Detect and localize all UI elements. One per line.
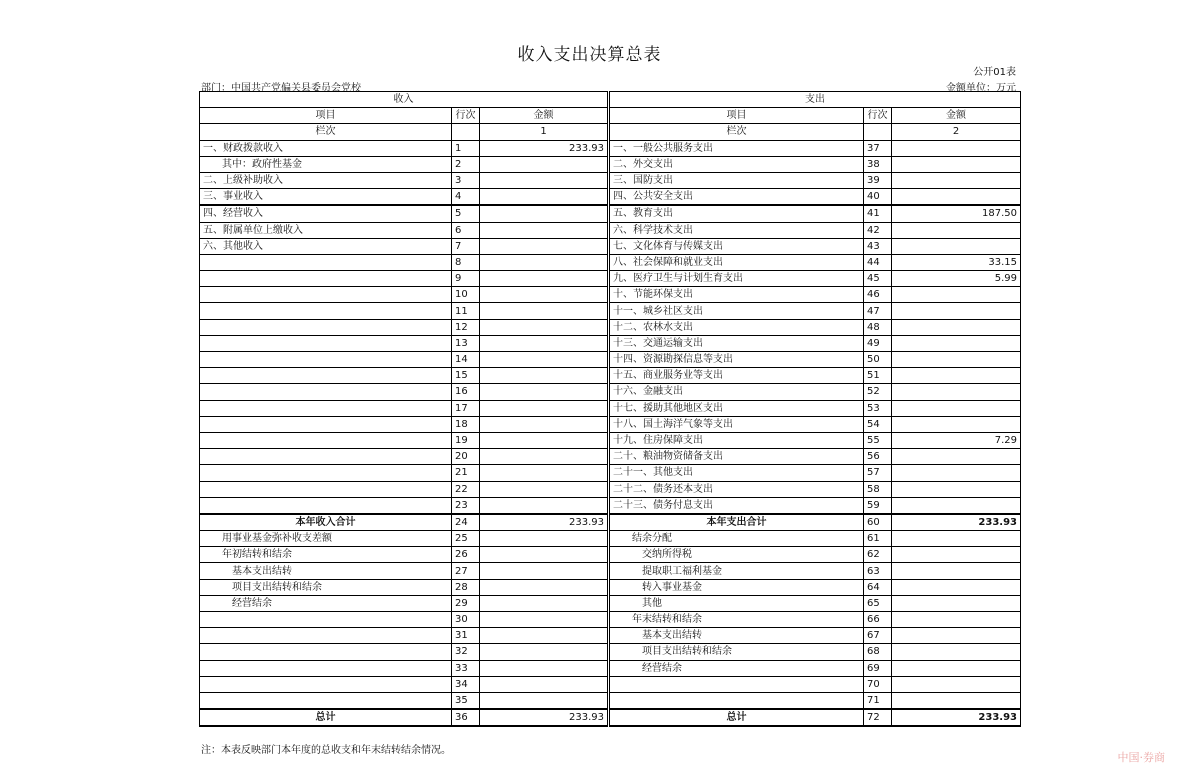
expense-amount-cell bbox=[892, 238, 1021, 254]
income-line-cell: 36 bbox=[452, 709, 480, 726]
income-item-cell bbox=[200, 692, 452, 709]
expense-amount-cell bbox=[892, 660, 1021, 676]
income-amount-cell bbox=[480, 172, 608, 188]
income-amount-cell bbox=[480, 335, 608, 351]
expense-item-cell: 二、外交支出 bbox=[610, 156, 864, 172]
income-item-cell: 二、上级补助收入 bbox=[200, 172, 452, 188]
table-row bbox=[200, 271, 1021, 287]
income-line-cell: 35 bbox=[452, 692, 480, 709]
table-row bbox=[200, 238, 1021, 254]
table-row bbox=[200, 352, 1021, 368]
expense-item-cell: 九、医疗卫生与计划生育支出 bbox=[610, 271, 864, 287]
expense-item-cell: 十八、国土海洋气象等支出 bbox=[610, 416, 864, 432]
expense-line-cell: 51 bbox=[864, 368, 892, 384]
expense-line-cell: 69 bbox=[864, 660, 892, 676]
income-amount-cell bbox=[480, 595, 608, 611]
expense-amount-header: 金额 bbox=[892, 108, 1021, 124]
income-amount-header: 金额 bbox=[480, 108, 608, 124]
expense-item-cell: 十二、农林水支出 bbox=[610, 319, 864, 335]
income-item-cell bbox=[200, 481, 452, 497]
table-row bbox=[200, 287, 1021, 303]
expense-line-cell: 59 bbox=[864, 497, 892, 514]
table-row bbox=[200, 432, 1021, 448]
expense-item-cell: 十四、资源勘探信息等支出 bbox=[610, 352, 864, 368]
expense-item-cell: 十一、城乡社区支出 bbox=[610, 303, 864, 319]
expense-item-cell: 十、节能环保支出 bbox=[610, 287, 864, 303]
income-item-cell bbox=[200, 660, 452, 676]
table-row bbox=[200, 465, 1021, 481]
expense-item-cell: 十七、援助其他地区支出 bbox=[610, 400, 864, 416]
expense-amount-cell bbox=[892, 189, 1021, 206]
watermark-logo: 中国·券商 bbox=[1117, 751, 1165, 764]
expense-column-no: 2 bbox=[892, 124, 1021, 140]
expense-item-cell: 提取职工福利基金 bbox=[610, 563, 864, 579]
table-row bbox=[200, 416, 1021, 432]
expense-line-cell: 48 bbox=[864, 319, 892, 335]
income-line-cell: 10 bbox=[452, 287, 480, 303]
expense-line-blank bbox=[864, 124, 892, 140]
income-line-cell: 22 bbox=[452, 481, 480, 497]
expense-line-cell: 50 bbox=[864, 352, 892, 368]
expense-item-cell: 十六、金融支出 bbox=[610, 384, 864, 400]
income-line-cell: 28 bbox=[452, 579, 480, 595]
expense-amount-cell bbox=[892, 384, 1021, 400]
expense-item-cell: 八、社会保障和就业支出 bbox=[610, 254, 864, 270]
income-item-cell bbox=[200, 271, 452, 287]
expense-line-cell: 63 bbox=[864, 563, 892, 579]
expense-section-header: 支出 bbox=[610, 92, 1021, 108]
income-item-cell: 一、财政拨款收入 bbox=[200, 140, 452, 156]
table-row bbox=[200, 531, 1021, 547]
income-line-cell: 23 bbox=[452, 497, 480, 514]
footnote: 注：本表反映部门本年度的总收支和年末结转结余情况。 bbox=[201, 745, 451, 756]
expense-line-header: 行次 bbox=[864, 108, 892, 124]
expense-amount-cell bbox=[892, 676, 1021, 692]
table-row bbox=[200, 156, 1021, 172]
income-line-cell: 19 bbox=[452, 432, 480, 448]
income-item-cell bbox=[200, 368, 452, 384]
column-header-row bbox=[200, 108, 1021, 124]
table-row bbox=[200, 660, 1021, 676]
expense-line-cell: 60 bbox=[864, 514, 892, 531]
income-amount-cell bbox=[480, 644, 608, 660]
income-item-cell bbox=[200, 465, 452, 481]
column-number-row bbox=[200, 124, 1021, 140]
expense-item-cell: 交纳所得税 bbox=[610, 547, 864, 563]
income-item-cell: 本年收入合计 bbox=[200, 514, 452, 531]
expense-item-cell: 二十二、债务还本支出 bbox=[610, 481, 864, 497]
expense-item-cell: 四、公共安全支出 bbox=[610, 189, 864, 206]
table-row bbox=[200, 303, 1021, 319]
expense-amount-cell: 233.93 bbox=[892, 709, 1021, 726]
expense-amount-cell bbox=[892, 303, 1021, 319]
income-amount-cell bbox=[480, 238, 608, 254]
income-column-no: 1 bbox=[480, 124, 608, 140]
expense-amount-cell bbox=[892, 644, 1021, 660]
expense-line-cell: 57 bbox=[864, 465, 892, 481]
table-row bbox=[200, 205, 1021, 222]
income-item-cell: 用事业基金弥补收支差额 bbox=[200, 531, 452, 547]
expense-item-header: 项目 bbox=[610, 108, 864, 124]
expense-amount-cell bbox=[892, 612, 1021, 628]
table-row bbox=[200, 579, 1021, 595]
table-row bbox=[200, 612, 1021, 628]
expense-line-cell: 58 bbox=[864, 481, 892, 497]
income-amount-cell bbox=[480, 432, 608, 448]
expense-item-cell: 本年支出合计 bbox=[610, 514, 864, 531]
expense-item-cell: 二十、粮油物资储备支出 bbox=[610, 449, 864, 465]
expense-amount-cell bbox=[892, 352, 1021, 368]
expense-line-cell: 72 bbox=[864, 709, 892, 726]
income-item-cell bbox=[200, 254, 452, 270]
expense-line-cell: 70 bbox=[864, 676, 892, 692]
income-line-cell: 16 bbox=[452, 384, 480, 400]
income-item-cell bbox=[200, 319, 452, 335]
table-row bbox=[200, 449, 1021, 465]
income-amount-cell bbox=[480, 628, 608, 644]
income-line-cell: 2 bbox=[452, 156, 480, 172]
income-item-cell: 三、事业收入 bbox=[200, 189, 452, 206]
income-amount-cell bbox=[480, 156, 608, 172]
income-item-cell: 年初结转和结余 bbox=[200, 547, 452, 563]
income-item-cell bbox=[200, 612, 452, 628]
income-item-cell: 基本支出结转 bbox=[200, 563, 452, 579]
income-amount-cell bbox=[480, 384, 608, 400]
income-line-cell: 13 bbox=[452, 335, 480, 351]
income-line-cell: 3 bbox=[452, 172, 480, 188]
expense-amount-cell bbox=[892, 465, 1021, 481]
income-line-blank bbox=[452, 124, 480, 140]
expense-amount-cell bbox=[892, 140, 1021, 156]
income-line-cell: 29 bbox=[452, 595, 480, 611]
income-line-cell: 7 bbox=[452, 238, 480, 254]
income-amount-cell bbox=[480, 287, 608, 303]
income-item-cell: 其中：政府性基金 bbox=[200, 156, 452, 172]
income-column-no-label: 栏次 bbox=[200, 124, 452, 140]
income-line-cell: 21 bbox=[452, 465, 480, 481]
income-amount-cell bbox=[480, 319, 608, 335]
income-item-cell: 总计 bbox=[200, 709, 452, 726]
table-row bbox=[200, 547, 1021, 563]
expense-line-cell: 54 bbox=[864, 416, 892, 432]
income-amount-cell bbox=[480, 254, 608, 270]
income-amount-cell bbox=[480, 676, 608, 692]
table-row bbox=[200, 644, 1021, 660]
income-line-cell: 26 bbox=[452, 547, 480, 563]
expense-amount-cell bbox=[892, 563, 1021, 579]
income-amount-cell bbox=[480, 465, 608, 481]
income-line-cell: 9 bbox=[452, 271, 480, 287]
expense-amount-cell: 233.93 bbox=[892, 514, 1021, 531]
expense-amount-cell: 5.99 bbox=[892, 271, 1021, 287]
income-amount-cell: 233.93 bbox=[480, 140, 608, 156]
expense-item-cell: 二十一、其他支出 bbox=[610, 465, 864, 481]
expense-line-cell: 53 bbox=[864, 400, 892, 416]
table-body bbox=[200, 140, 1021, 726]
table-row bbox=[200, 368, 1021, 384]
expense-item-cell: 十九、住房保障支出 bbox=[610, 432, 864, 448]
income-line-cell: 32 bbox=[452, 644, 480, 660]
expense-amount-cell bbox=[892, 497, 1021, 514]
income-amount-cell bbox=[480, 368, 608, 384]
income-line-cell: 25 bbox=[452, 531, 480, 547]
expense-amount-cell bbox=[892, 335, 1021, 351]
income-amount-cell bbox=[480, 563, 608, 579]
expense-line-cell: 47 bbox=[864, 303, 892, 319]
expense-line-cell: 61 bbox=[864, 531, 892, 547]
income-item-cell bbox=[200, 400, 452, 416]
income-line-cell: 5 bbox=[452, 205, 480, 222]
income-line-cell: 20 bbox=[452, 449, 480, 465]
expense-amount-cell bbox=[892, 368, 1021, 384]
income-amount-cell bbox=[480, 612, 608, 628]
table-row bbox=[200, 497, 1021, 514]
expense-item-cell: 六、科学技术支出 bbox=[610, 222, 864, 238]
table-row bbox=[200, 319, 1021, 335]
expense-amount-cell: 187.50 bbox=[892, 205, 1021, 222]
income-line-cell: 17 bbox=[452, 400, 480, 416]
expense-line-cell: 55 bbox=[864, 432, 892, 448]
income-amount-cell bbox=[480, 547, 608, 563]
expense-line-cell: 67 bbox=[864, 628, 892, 644]
income-amount-cell bbox=[480, 271, 608, 287]
table-row bbox=[200, 254, 1021, 270]
expense-item-cell: 年末结转和结余 bbox=[610, 612, 864, 628]
income-item-cell bbox=[200, 497, 452, 514]
table-row bbox=[200, 335, 1021, 351]
expense-amount-cell bbox=[892, 319, 1021, 335]
income-amount-cell: 233.93 bbox=[480, 709, 608, 726]
income-item-cell bbox=[200, 644, 452, 660]
income-amount-cell bbox=[480, 400, 608, 416]
expense-item-cell: 经营结余 bbox=[610, 660, 864, 676]
expense-line-cell: 68 bbox=[864, 644, 892, 660]
expense-item-cell: 三、国防支出 bbox=[610, 172, 864, 188]
expense-line-cell: 44 bbox=[864, 254, 892, 270]
income-line-cell: 31 bbox=[452, 628, 480, 644]
expense-line-cell: 56 bbox=[864, 449, 892, 465]
section-header-row bbox=[200, 92, 1021, 108]
table-row bbox=[200, 595, 1021, 611]
income-item-cell: 经营结余 bbox=[200, 595, 452, 611]
expense-amount-cell bbox=[892, 692, 1021, 709]
expense-line-cell: 39 bbox=[864, 172, 892, 188]
income-item-cell bbox=[200, 449, 452, 465]
income-line-cell: 6 bbox=[452, 222, 480, 238]
income-line-cell: 15 bbox=[452, 368, 480, 384]
table-row bbox=[200, 222, 1021, 238]
expense-item-cell bbox=[610, 692, 864, 709]
expense-line-cell: 40 bbox=[864, 189, 892, 206]
expense-amount-cell bbox=[892, 172, 1021, 188]
income-amount-cell bbox=[480, 497, 608, 514]
expense-item-cell: 十三、交通运输支出 bbox=[610, 335, 864, 351]
expense-item-cell: 项目支出结转和结余 bbox=[610, 644, 864, 660]
expense-amount-cell bbox=[892, 595, 1021, 611]
table-row bbox=[200, 676, 1021, 692]
expense-item-cell: 二十三、债务付息支出 bbox=[610, 497, 864, 514]
income-amount-cell bbox=[480, 303, 608, 319]
income-line-cell: 33 bbox=[452, 660, 480, 676]
expense-line-cell: 45 bbox=[864, 271, 892, 287]
income-item-cell bbox=[200, 416, 452, 432]
expense-amount-cell: 7.29 bbox=[892, 432, 1021, 448]
income-item-cell bbox=[200, 384, 452, 400]
income-expense-table bbox=[199, 91, 1021, 727]
income-amount-cell bbox=[480, 579, 608, 595]
expense-amount-cell bbox=[892, 628, 1021, 644]
table-row bbox=[200, 172, 1021, 188]
income-item-cell bbox=[200, 628, 452, 644]
income-amount-cell bbox=[480, 222, 608, 238]
table-row bbox=[200, 709, 1021, 726]
expense-amount-cell: 33.15 bbox=[892, 254, 1021, 270]
income-line-cell: 1 bbox=[452, 140, 480, 156]
income-amount-cell bbox=[480, 416, 608, 432]
expense-amount-cell bbox=[892, 287, 1021, 303]
table-row bbox=[200, 514, 1021, 531]
income-item-cell: 项目支出结转和结余 bbox=[200, 579, 452, 595]
expense-line-cell: 49 bbox=[864, 335, 892, 351]
table-row bbox=[200, 189, 1021, 206]
income-item-cell bbox=[200, 303, 452, 319]
income-line-cell: 34 bbox=[452, 676, 480, 692]
expense-line-cell: 65 bbox=[864, 595, 892, 611]
income-item-cell bbox=[200, 432, 452, 448]
expense-line-cell: 71 bbox=[864, 692, 892, 709]
expense-line-cell: 64 bbox=[864, 579, 892, 595]
expense-amount-cell bbox=[892, 416, 1021, 432]
expense-amount-cell bbox=[892, 156, 1021, 172]
table-row bbox=[200, 481, 1021, 497]
expense-line-cell: 37 bbox=[864, 140, 892, 156]
expense-line-cell: 66 bbox=[864, 612, 892, 628]
income-line-cell: 12 bbox=[452, 319, 480, 335]
expense-amount-cell bbox=[892, 449, 1021, 465]
income-item-cell bbox=[200, 335, 452, 351]
income-line-cell: 14 bbox=[452, 352, 480, 368]
expense-item-cell: 一、一般公共服务支出 bbox=[610, 140, 864, 156]
income-line-cell: 4 bbox=[452, 189, 480, 206]
expense-line-cell: 41 bbox=[864, 205, 892, 222]
income-amount-cell bbox=[480, 352, 608, 368]
table-row bbox=[200, 384, 1021, 400]
department-label: 部门：中国共产党偏关县委员会党校 bbox=[201, 83, 361, 94]
income-amount-cell bbox=[480, 481, 608, 497]
expense-item-cell bbox=[610, 676, 864, 692]
income-amount-cell bbox=[480, 660, 608, 676]
expense-amount-cell bbox=[892, 400, 1021, 416]
expense-item-cell: 七、文化体育与传媒支出 bbox=[610, 238, 864, 254]
expense-item-cell: 总计 bbox=[610, 709, 864, 726]
page-title: 收入支出决算总表 bbox=[517, 45, 662, 65]
expense-item-cell: 其他 bbox=[610, 595, 864, 611]
income-line-cell: 30 bbox=[452, 612, 480, 628]
table-row bbox=[200, 563, 1021, 579]
expense-item-cell: 基本支出结转 bbox=[610, 628, 864, 644]
income-item-cell: 六、其他收入 bbox=[200, 238, 452, 254]
amount-unit-label: 金额单位：万元 bbox=[946, 83, 1016, 94]
expense-column-no-label: 栏次 bbox=[610, 124, 864, 140]
expense-amount-cell bbox=[892, 222, 1021, 238]
expense-item-cell: 十五、商业服务业等支出 bbox=[610, 368, 864, 384]
table-row bbox=[200, 400, 1021, 416]
income-line-cell: 11 bbox=[452, 303, 480, 319]
expense-amount-cell bbox=[892, 531, 1021, 547]
income-line-cell: 18 bbox=[452, 416, 480, 432]
table-row bbox=[200, 628, 1021, 644]
income-item-header: 项目 bbox=[200, 108, 452, 124]
expense-amount-cell bbox=[892, 481, 1021, 497]
income-section-header: 收入 bbox=[200, 92, 608, 108]
income-line-cell: 27 bbox=[452, 563, 480, 579]
expense-line-cell: 46 bbox=[864, 287, 892, 303]
expense-line-cell: 38 bbox=[864, 156, 892, 172]
expense-amount-cell bbox=[892, 579, 1021, 595]
income-item-cell bbox=[200, 352, 452, 368]
expense-line-cell: 62 bbox=[864, 547, 892, 563]
income-amount-cell bbox=[480, 531, 608, 547]
expense-line-cell: 42 bbox=[864, 222, 892, 238]
expense-item-cell: 五、教育支出 bbox=[610, 205, 864, 222]
income-line-cell: 8 bbox=[452, 254, 480, 270]
income-item-cell bbox=[200, 676, 452, 692]
income-amount-cell bbox=[480, 449, 608, 465]
income-item-cell: 五、附属单位上缴收入 bbox=[200, 222, 452, 238]
expense-item-cell: 转入事业基金 bbox=[610, 579, 864, 595]
income-line-header: 行次 bbox=[452, 108, 480, 124]
income-amount-cell bbox=[480, 692, 608, 709]
income-amount-cell bbox=[480, 189, 608, 206]
income-item-cell bbox=[200, 287, 452, 303]
expense-item-cell: 结余分配 bbox=[610, 531, 864, 547]
expense-amount-cell bbox=[892, 547, 1021, 563]
income-item-cell: 四、经营收入 bbox=[200, 205, 452, 222]
expense-line-cell: 52 bbox=[864, 384, 892, 400]
table-row bbox=[200, 692, 1021, 709]
expense-line-cell: 43 bbox=[864, 238, 892, 254]
income-amount-cell: 233.93 bbox=[480, 514, 608, 531]
income-amount-cell bbox=[480, 205, 608, 222]
income-line-cell: 24 bbox=[452, 514, 480, 531]
table-row bbox=[200, 140, 1021, 156]
form-code: 公开01表 bbox=[973, 67, 1016, 78]
